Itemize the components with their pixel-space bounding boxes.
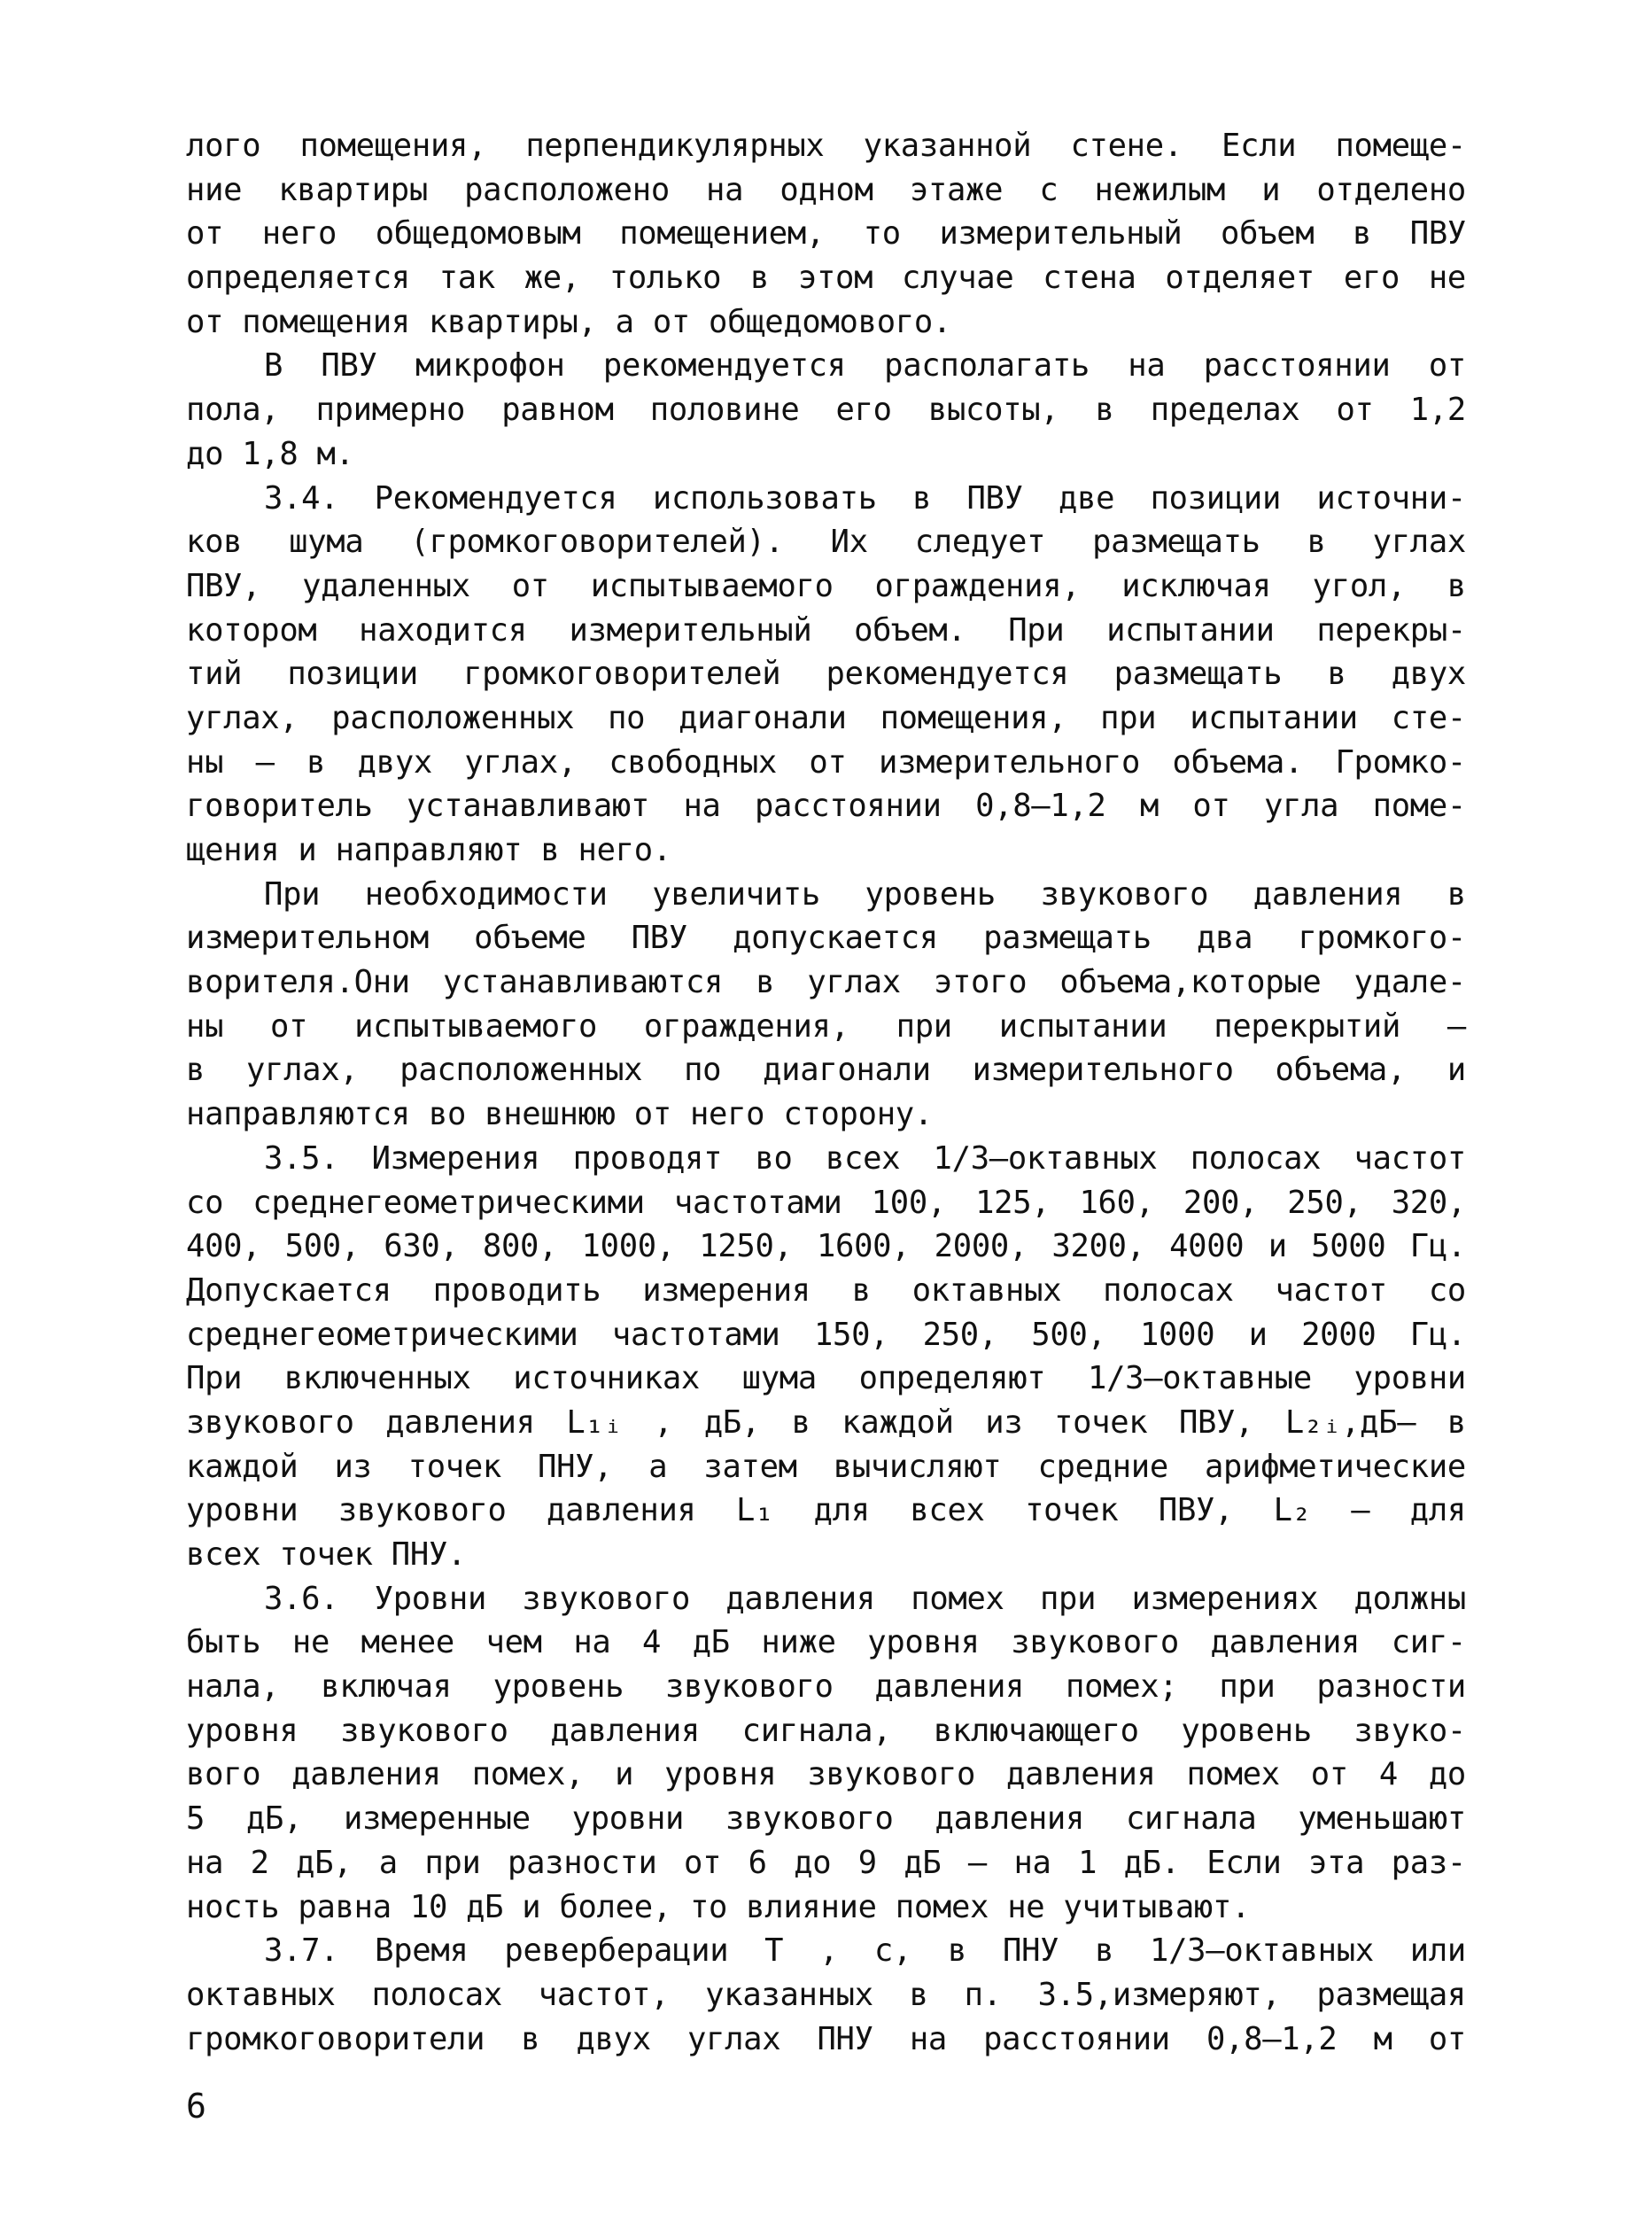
text-line: в углах, расположенных по диагонали измерительного объема, и bbox=[186, 1052, 1466, 1089]
text-line: от него общедомовым помещением, то измерительный объем в ПВУ bbox=[186, 215, 1466, 253]
paragraph bbox=[186, 873, 1466, 1137]
text-line: ность равна 10 дБ и более, то влияние помех не учитывают. bbox=[186, 1888, 1251, 1925]
text-line: пола, примерно равном половине его высоты, в пределах от 1,2 bbox=[186, 392, 1466, 429]
paragraph bbox=[186, 344, 1466, 476]
text-line: определяется так же, только в этом случае стена отделяет его не bbox=[186, 260, 1466, 297]
text-line: измерительном объеме ПВУ допускается размещать два громкого- bbox=[186, 920, 1466, 957]
text-line: углах, расположенных по диагонали помещения, при испытании сте- bbox=[186, 699, 1466, 736]
text-line: 400, 500, 630, 800, 1000, 1250, 1600, 2000, 3200, 4000 и 5000 Гц. bbox=[186, 1228, 1466, 1265]
text-line: звукового давления L₁ᵢ , дБ, в каждой из точек ПВУ, L₂ᵢ,дБ– в bbox=[186, 1403, 1466, 1441]
text-line: уровни звукового давления L₁ для всех точек ПВУ, L₂ – для bbox=[186, 1492, 1466, 1529]
text-line: Допускается проводить измерения в октавных полосах частот со bbox=[186, 1271, 1466, 1309]
text-line: щения и направляют в него. bbox=[186, 832, 671, 868]
text-line: 5 дБ, измеренные уровни звукового давления сигнала уменьшают bbox=[186, 1800, 1466, 1838]
text-line: нала, включая уровень звукового давления помех; при разности bbox=[186, 1668, 1466, 1706]
text-line: ны – в двух углах, свободных от измерительного объема. Громко- bbox=[186, 743, 1466, 781]
text-line: 3.6. Уровни звукового давления помех при измерениях должны bbox=[264, 1580, 1466, 1617]
text-line: ПВУ, удаленных от испытываемого ограждения, исключая угол, в bbox=[186, 567, 1466, 604]
text-line: При необходимости увеличить уровень звукового давления в bbox=[264, 875, 1466, 913]
text-line: быть не менее чем на 4 дБ ниже уровня звукового давления сиг- bbox=[186, 1624, 1466, 1661]
page-number: 6 bbox=[186, 2087, 206, 2126]
text-line: каждой из точек ПНУ, а затем вычисляют средние арифметические bbox=[186, 1448, 1466, 1485]
text-line: на 2 дБ, а при разности от 6 до 9 дБ – на 1 дБ. Если эта раз- bbox=[186, 1844, 1466, 1881]
paragraph bbox=[186, 1137, 1466, 1577]
text-line: ние квартиры расположено на одном этаже с нежилым и отделено bbox=[186, 171, 1466, 208]
text-line: уровня звукового давления сигнала, включающего уровень звуко- bbox=[186, 1712, 1466, 1749]
text-line: говоритель устанавливают на расстоянии 0,8–1,2 м от угла поме- bbox=[186, 788, 1466, 825]
text-line: со среднегеометрическими частотами 100, 125, 160, 200, 250, 320, bbox=[186, 1184, 1466, 1221]
text-line: ны от испытываемого ограждения, при испытании перекрытий – bbox=[186, 1007, 1466, 1045]
text-line: направляются во внешнюю от него сторону. bbox=[186, 1096, 933, 1133]
text-line: котором находится измерительный объем. При испытании перекры- bbox=[186, 611, 1466, 649]
text-line: всех точек ПНУ. bbox=[186, 1536, 467, 1573]
paragraph bbox=[186, 1577, 1466, 1930]
text-line: вого давления помех, и уровня звукового давления помех от 4 до bbox=[186, 1756, 1466, 1793]
text-line: лого помещения, перпендикулярных указанной стене. Если помеще- bbox=[186, 128, 1466, 164]
text-line: от помещения квартиры, а от общедомового. bbox=[186, 303, 951, 340]
paragraph bbox=[186, 1929, 1466, 2061]
text-line: 3.4. Рекомендуется использовать в ПВУ две позиции источни- bbox=[264, 479, 1466, 517]
document-page bbox=[186, 124, 1466, 2061]
text-line: октавных полосах частот, указанных в п. 3.5,измеряют, размещая bbox=[186, 1976, 1466, 2013]
text-line: ворителя.Они устанавливаются в углах этого объема,которые удале- bbox=[186, 964, 1466, 1001]
paragraph bbox=[186, 477, 1466, 873]
text-line: ков шума (громкоговорителей). Их следует размещать в углах bbox=[186, 524, 1466, 561]
text-line: 3.7. Время реверберации T , с, в ПНУ в 1/3–октавных или bbox=[264, 1932, 1466, 1970]
text-line: до 1,8 м. bbox=[186, 435, 354, 472]
document-body bbox=[186, 124, 1466, 2061]
text-line: 3.5. Измерения проводят во всех 1/3–октавных полосах частот bbox=[264, 1139, 1466, 1177]
text-line: В ПВУ микрофон рекомендуется располагать на расстоянии от bbox=[264, 347, 1466, 385]
text-line: При включенных источниках шума определяют 1/3–октавные уровни bbox=[186, 1360, 1466, 1397]
text-line: среднегеометрическими частотами 150, 250, 500, 1000 и 2000 Гц. bbox=[186, 1316, 1466, 1353]
text-line: тий позиции громкоговорителей рекомендуется размещать в двух bbox=[186, 656, 1466, 693]
text-line: громкоговорители в двух углах ПНУ на расстоянии 0,8–1,2 м от bbox=[186, 2020, 1466, 2057]
paragraph bbox=[186, 124, 1466, 344]
